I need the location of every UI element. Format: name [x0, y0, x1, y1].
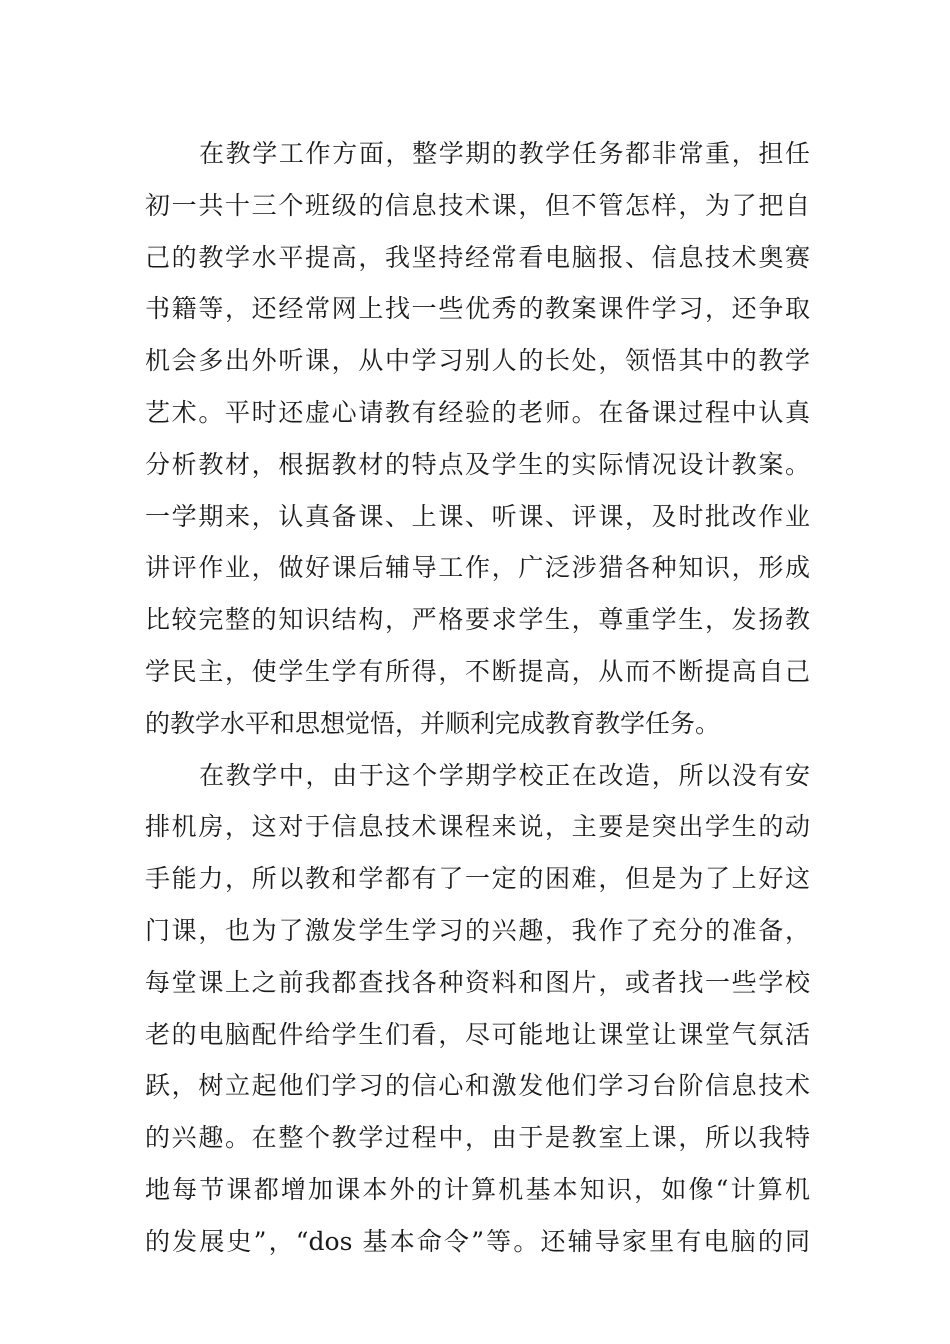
- text-line: 排机房，这对于信息技术课程来说，主要是突出学生的动: [145, 812, 810, 842]
- text-line: 初一共十三个班级的信息技术课，但不管怎样，为了把自: [145, 190, 810, 220]
- text-line: 一学期来，认真备课、上课、听课、评课，及时批改作业: [145, 501, 810, 531]
- text-line: 的教学水平和思想觉悟，并顺利完成教育教学任务。: [145, 708, 721, 738]
- text-line: 艺术。平时还虚心请教有经验的老师。在备课过程中认真: [145, 397, 810, 427]
- text-line: 的发展史”，“dos 基本命令”等。还辅导家里有电脑的同: [145, 1226, 810, 1256]
- text-line: 学民主，使学生学有所得，不断提高，从而不断提高自己: [145, 656, 810, 686]
- text-line: 分析教材，根据教材的特点及学生的实际情况设计教案。: [145, 449, 810, 479]
- document-body: [145, 128, 810, 1268]
- text-line: 手能力，所以教和学都有了一定的困难，但是为了上好这: [145, 864, 810, 894]
- paragraph-2: [145, 750, 810, 1268]
- text-line: 机会多出外听课，从中学习别人的长处，领悟其中的教学: [145, 346, 810, 376]
- text-line: 每堂课上之前我都查找各种资料和图片，或者找一些学校: [145, 967, 810, 997]
- text-line: 的兴趣。在整个教学过程中，由于是教室上课，所以我特: [145, 1123, 810, 1153]
- text-line: 讲评作业，做好课后辅导工作，广泛涉猎各种知识，形成: [145, 553, 810, 583]
- text-line: 门课，也为了激发学生学习的兴趣，我作了充分的准备，: [145, 915, 810, 945]
- text-line: 比较完整的知识结构，严格要求学生，尊重学生，发扬教: [145, 605, 810, 635]
- text-line: 老的电脑配件给学生们看，尽可能地让课堂让课堂气氛活: [145, 1019, 810, 1049]
- text-line: 在教学中，由于这个学期学校正在改造，所以没有安: [199, 760, 810, 790]
- paragraph-1: [145, 128, 810, 750]
- text-line: 地每节课都增加课本外的计算机基本知识，如像“计算机: [145, 1174, 810, 1204]
- text-line: 书籍等，还经常网上找一些优秀的教案课件学习，还争取: [145, 294, 810, 324]
- text-line: 己的教学水平提高，我坚持经常看电脑报、信息技术奥赛: [145, 242, 810, 272]
- text-line: 在教学工作方面，整学期的教学任务都非常重，担任: [199, 139, 810, 168]
- text-line: 跃，树立起他们学习的信心和激发他们学习台阶信息技术: [145, 1071, 810, 1101]
